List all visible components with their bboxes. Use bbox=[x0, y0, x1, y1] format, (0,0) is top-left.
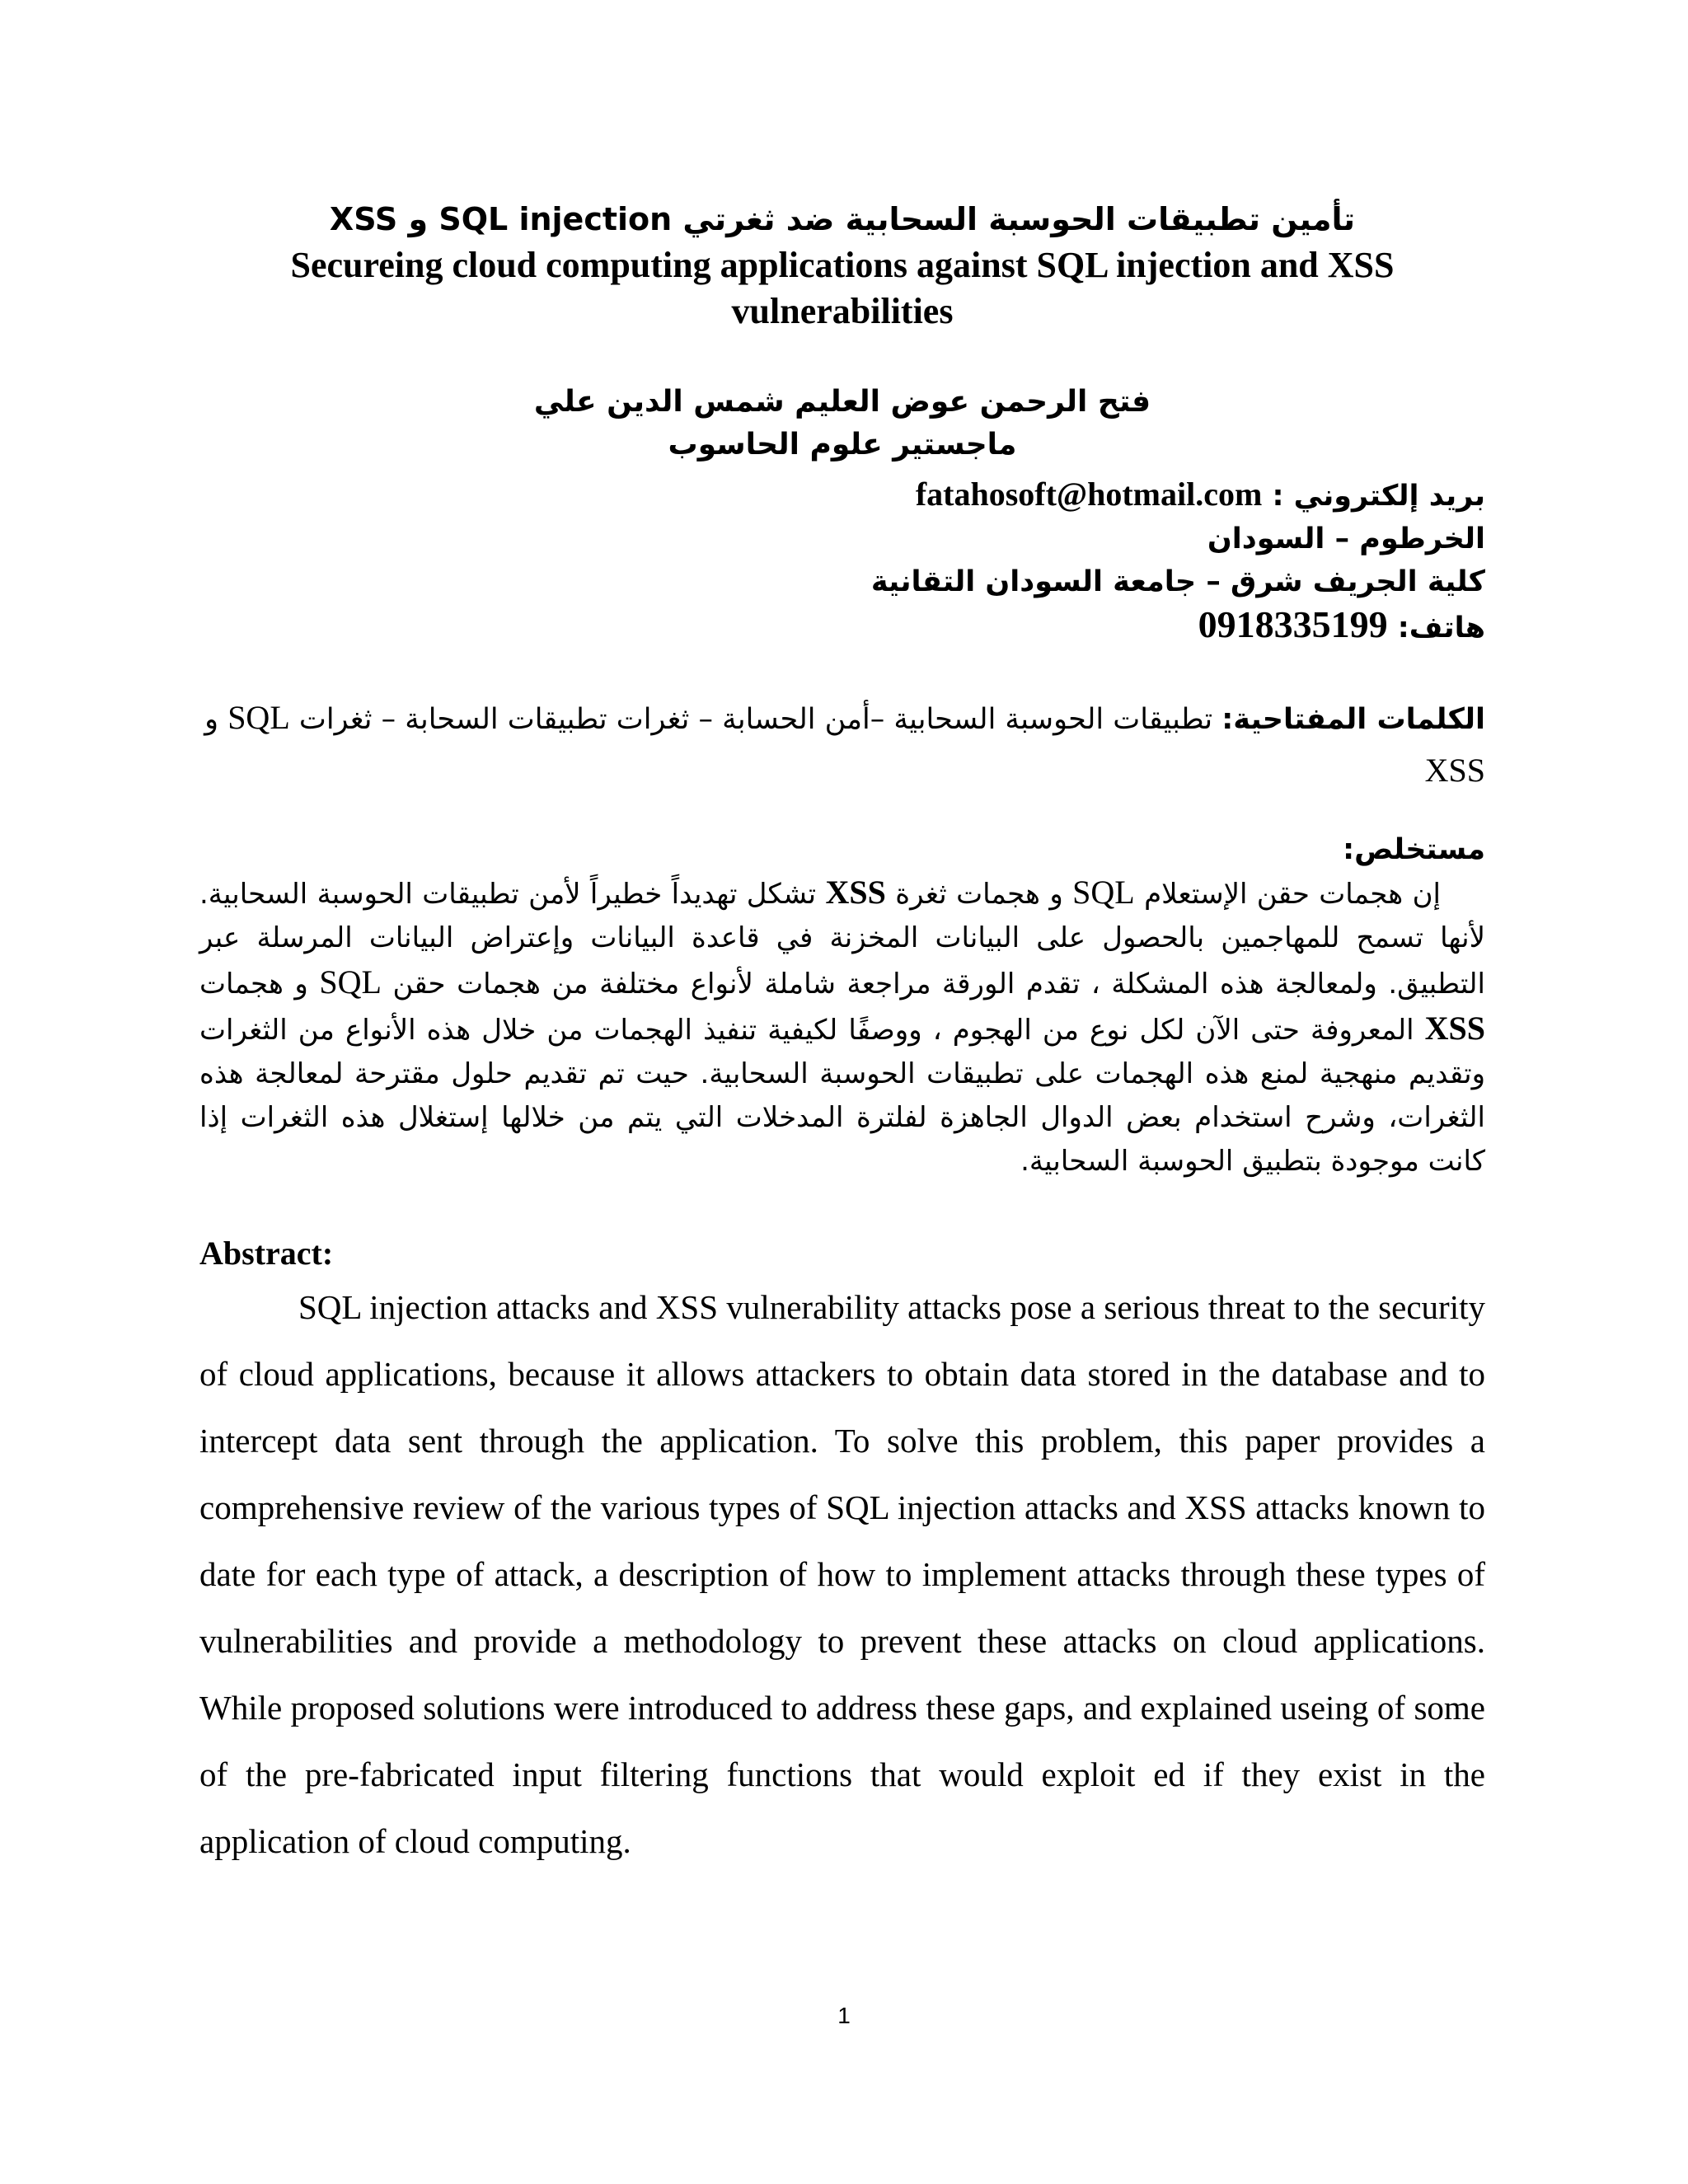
author-block bbox=[199, 381, 1485, 466]
ar-text-xss-2: XSS bbox=[1424, 1010, 1485, 1047]
email-address: fatahosoft@hotmail.com bbox=[915, 476, 1263, 513]
email-label: بريد إلكتروني : bbox=[1262, 480, 1485, 513]
ar-text-3: تشكل تهديداً خطيراً لأمن تطبيقات الحوسبة السحابية. لأنها تسمح للمهاجمين بالحصول على البيانات المخزنة في قاعدة البيانات وإعتراض البيانات المرسلة عبر التطبيق. ولمعالجة هذه المشكلة ، تقدم الورقة مراجعة شاملة لأنواع مختلفة من هجمات حقن bbox=[199, 878, 1485, 1001]
arabic-title: تأمين تطبيقات الحوسبة السحابية ضد ثغرتي SQL injection و XSS bbox=[329, 201, 1356, 237]
keywords-sql: SQL bbox=[227, 699, 290, 736]
phone-label: هاتف: bbox=[1387, 612, 1485, 644]
keywords-xss: XSS bbox=[1424, 752, 1485, 789]
author-name: فتح الرحمن عوض العليم شمس الدين علي bbox=[533, 385, 1151, 419]
phone-line bbox=[199, 603, 1485, 649]
ar-text-sql-2: SQL bbox=[319, 963, 382, 1001]
english-title: Secureing cloud computing applications against SQL injection and XSS vulnerabilities bbox=[290, 245, 1395, 331]
ar-text-2: و هجمات ثغرة bbox=[885, 878, 1073, 911]
location-line: الخرطوم – السودان bbox=[1207, 523, 1485, 555]
ar-text-sql-1: SQL bbox=[1072, 874, 1135, 911]
page-number: 1 bbox=[837, 2003, 851, 2028]
english-abstract-body: SQL injection attacks and XSS vulnerability attacks pose a serious threat to the security of cloud applications, because it allows attackers to obtain data stored in the database and to intercept data sent through the application. To solve this problem, this paper provides a comprehensive review of the various types of SQL injection attacks and XSS attacks known to date for each type of attack, a description of how to implement attacks through these types of vulnerabilities and provide a methodology to prevent these attacks on cloud applications. While proposed solutions were introduced to address these gaps, and explained useing of some of the pre-fabricated input filtering functions that would exploit ed if they exist in the application of cloud computing. bbox=[199, 1288, 1485, 1860]
email-line bbox=[199, 473, 1485, 518]
contact-info bbox=[199, 473, 1485, 649]
ar-text-xss-1: XSS bbox=[825, 874, 886, 911]
paper-page bbox=[199, 196, 1485, 1875]
phone-number: 0918335199 bbox=[1198, 603, 1388, 645]
keywords-label: الكلمات المفتاحية: bbox=[1221, 703, 1485, 736]
keywords bbox=[199, 692, 1485, 798]
affiliation-line: كلية الجريف شرق – جامعة السودان التقانية bbox=[870, 565, 1485, 598]
ar-text-5: المعروفة حتى الآن لكل نوع من الهجوم ، ووصفًا لكيفية تنفيذ الهجمات من خلال هذه الأنواع من الثغرات وتقديم منهجية لمنع هذه الهجمات على تطبيقات الحوسبة السحابية. حيت تم تقديم حلول مقترحة لمعالجة هذه الثغرات، وشرح استخدام بعض الدوال الجاهزة لفلترة المدخلات التي يتم من خلالها إستغلال هذه الثغرات إذا كانت موجودة بتطبيق الحوسبة السحابية. bbox=[199, 1014, 1485, 1178]
english-abstract-title: Abstract: bbox=[199, 1235, 334, 1272]
keywords-text: تطبيقات الحوسبة السحابية –أمن الحسابة – ثغرات تطبيقات السحابة – ثغرات bbox=[289, 703, 1222, 736]
arabic-abstract-title: مستخلص: bbox=[1343, 833, 1485, 866]
keywords-and: و bbox=[204, 703, 228, 736]
ar-text-4: و هجمات bbox=[199, 968, 320, 1001]
author-degree: ماجستير علوم الحاسوب bbox=[668, 428, 1017, 462]
ar-text-1: إن هجمات حقن الإستعلام bbox=[1134, 878, 1441, 911]
arabic-abstract-body bbox=[199, 870, 1485, 1183]
